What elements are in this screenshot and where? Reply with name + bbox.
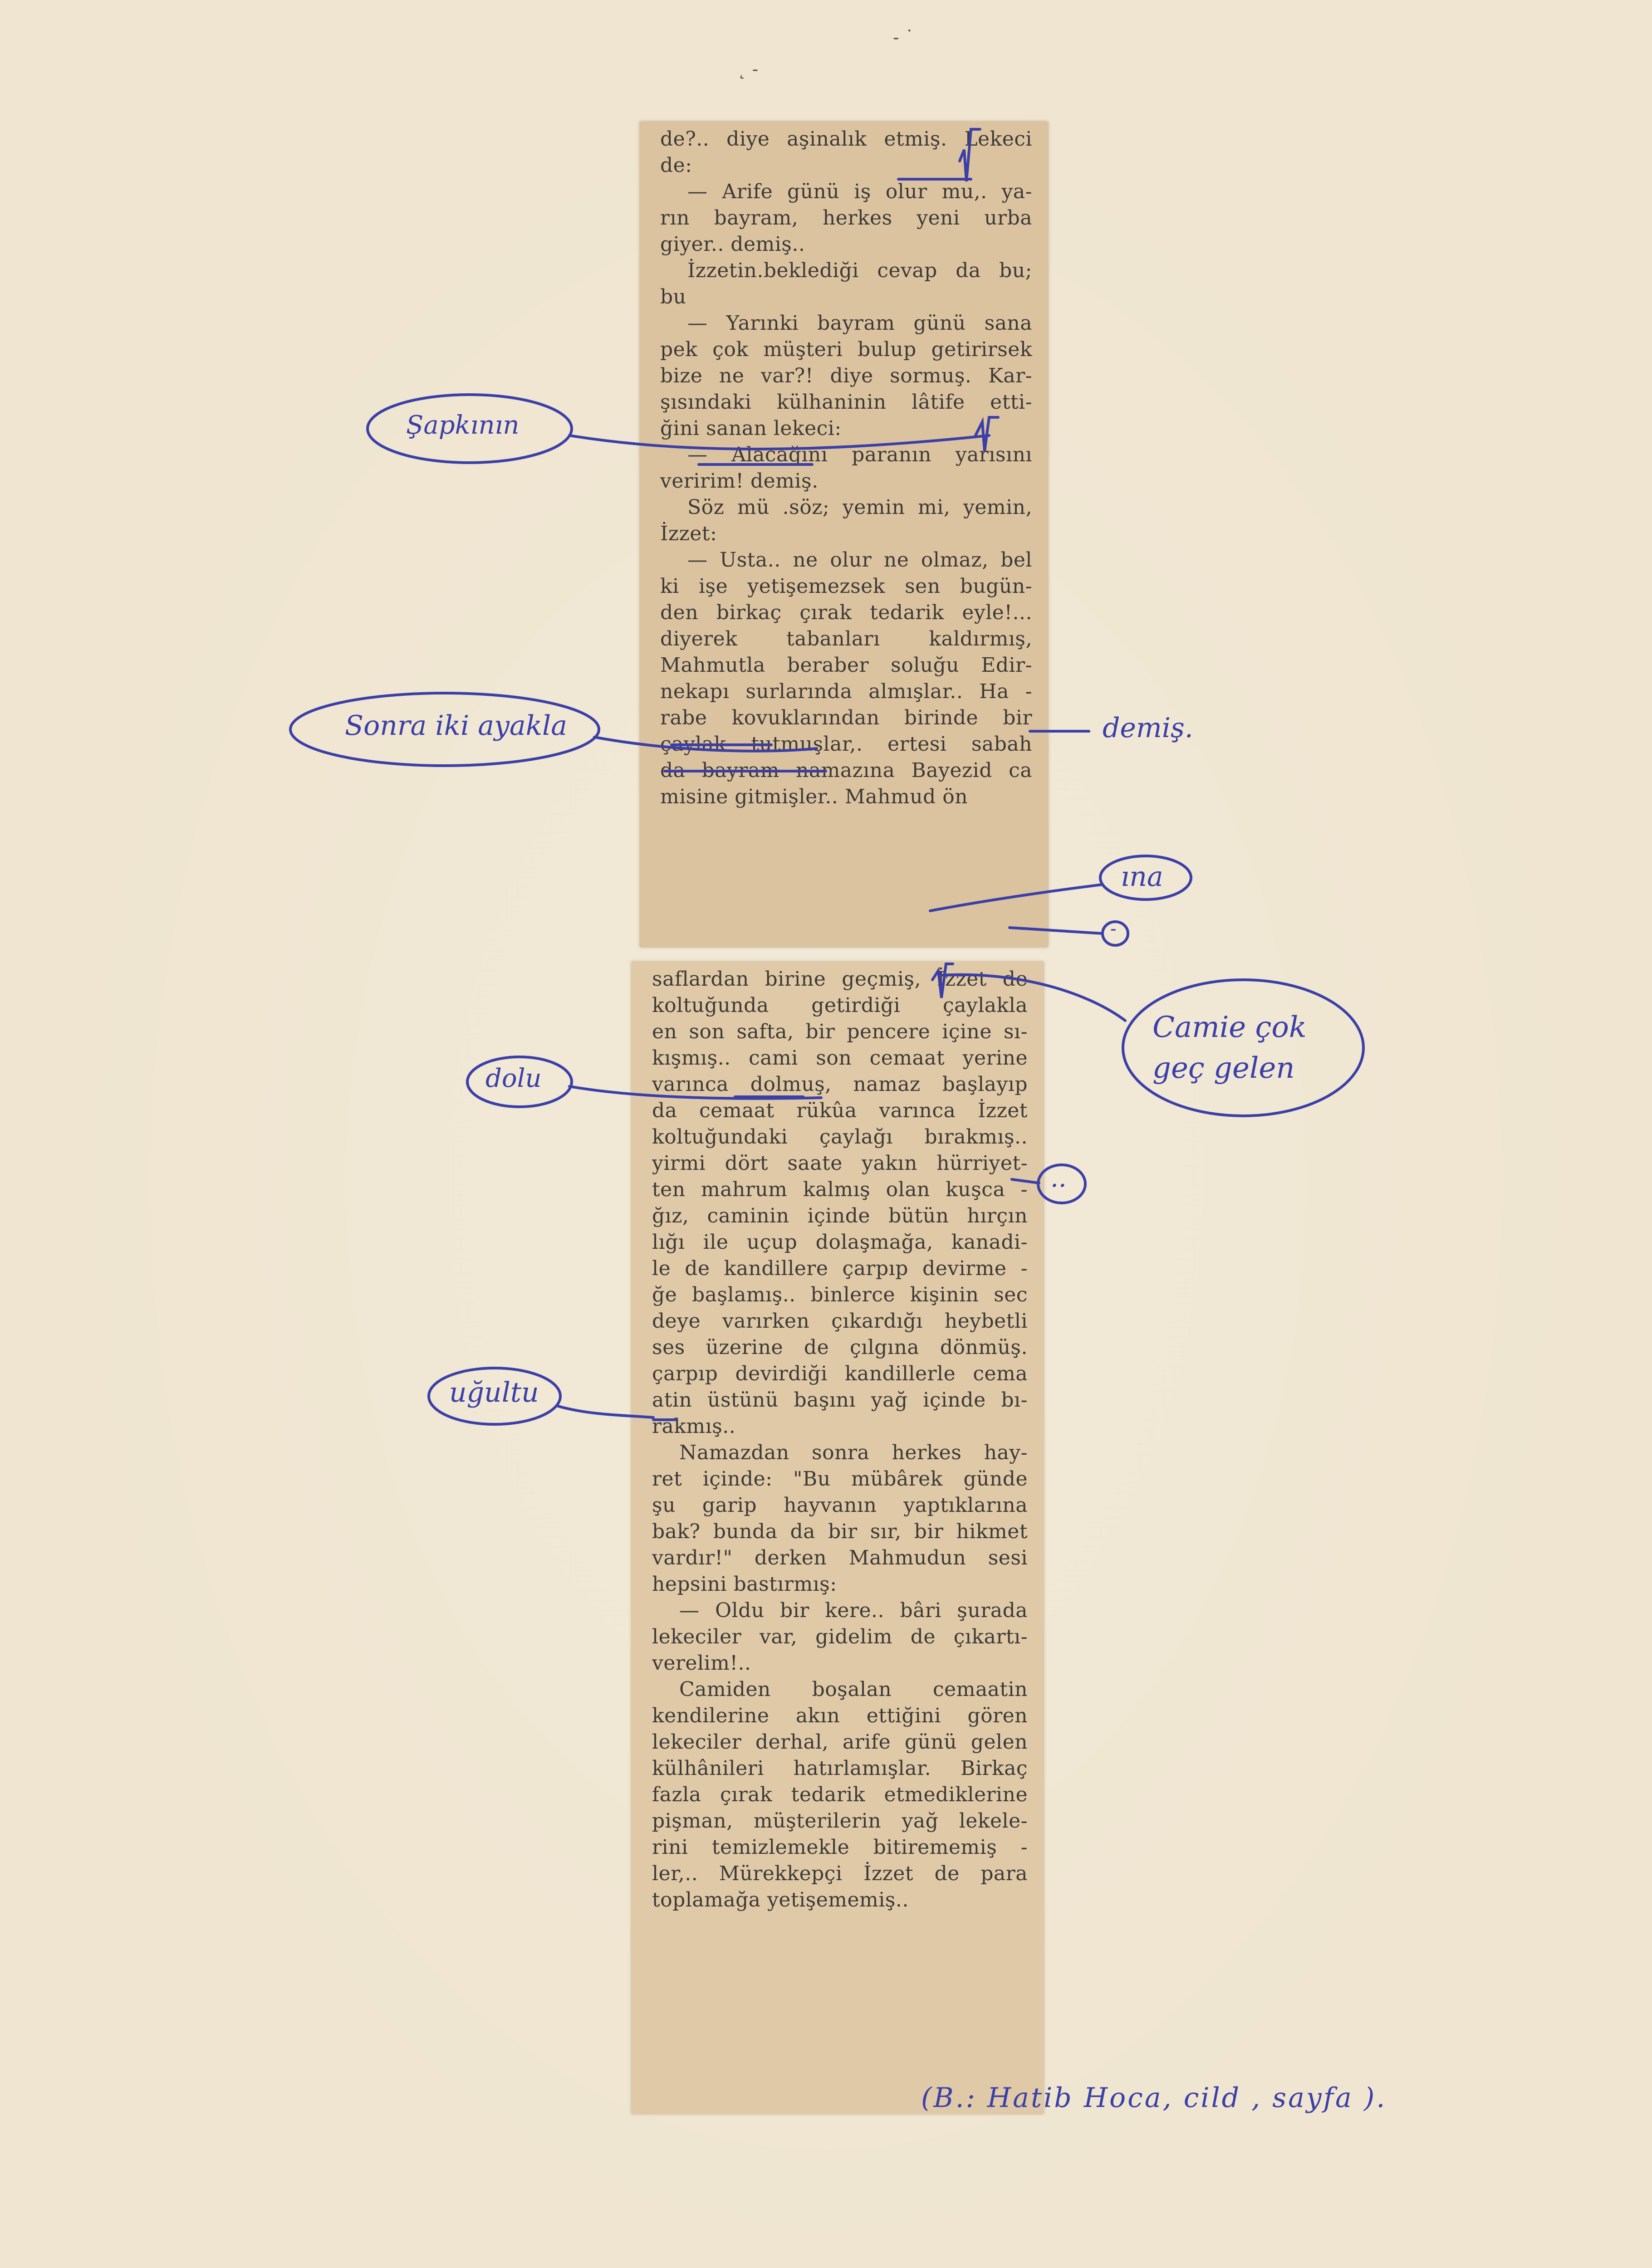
clipping-line: koltuğunda getirdiği çaylakla bbox=[652, 994, 1028, 1017]
clipping-line: ki işe yetişemezsek sen bugün- bbox=[660, 575, 1032, 598]
clipping-line: varınca dolmuş, namaz başlayıp bbox=[652, 1073, 1028, 1096]
clipping-line: da bayram namazına Bayezid ca bbox=[660, 759, 1032, 782]
annotation-dolu: dolu bbox=[485, 1064, 542, 1093]
clipping-line: ler,.. Mürekkepçi İzzet de para bbox=[652, 1862, 1028, 1885]
clipping-line: kışmış.. cami son cemaat yerine bbox=[652, 1046, 1028, 1070]
paper-speck: ˛ - bbox=[737, 59, 759, 80]
clipping-line: ses üzerine de çılgına dönmüş. bbox=[652, 1336, 1028, 1359]
clipping-line: le de kandillere çarpıp devirme - bbox=[652, 1257, 1028, 1280]
clipping-line: saflardan birine geçmiş, İzzet de bbox=[652, 968, 1028, 991]
clipping-line: rini temizlemekle bitirememiş - bbox=[652, 1836, 1028, 1859]
clipping-line: bize ne var?! diye sormuş. Kar- bbox=[660, 364, 1032, 387]
clipping-text-column bbox=[652, 966, 1028, 1913]
clipping-line: ğini sanan lekeci: bbox=[660, 417, 842, 440]
clipping-line: fazla çırak tedarik etmediklerine bbox=[652, 1783, 1028, 1806]
clipping-line: rakmış.. bbox=[652, 1415, 736, 1438]
clipping-text-column bbox=[660, 126, 1032, 810]
clipping-line: — Yarınki bayram günü sana bbox=[687, 312, 1032, 335]
clipping-line: pek çok müşteri bulup getirirsek bbox=[660, 338, 1032, 361]
clipping-line: nekapı surlarında almışlar.. Ha - bbox=[660, 680, 1032, 703]
clipping-line: en son safta, bir pencere içine sı- bbox=[652, 1020, 1028, 1043]
annotation-ugultu: uğultu bbox=[449, 1377, 539, 1408]
clipping-line: toplamağa yetişememiş.. bbox=[652, 1888, 909, 1911]
clipping-line: kendilerine akın ettiğini gören bbox=[652, 1704, 1028, 1727]
clipping-line: de: bbox=[660, 154, 692, 177]
clipping-line: rın bayram, herkes yeni urba bbox=[660, 206, 1032, 230]
clipping-line: vardır!" derken Mahmudun sesi bbox=[652, 1546, 1028, 1569]
clipping-line: pişman, müşterilerin yağ lekele- bbox=[652, 1809, 1028, 1833]
clipping-line: hepsini bastırmış: bbox=[652, 1573, 837, 1596]
clipping-line: rabe kovuklarından birinde bir bbox=[660, 706, 1032, 729]
clipping-line: Mahmutla beraber soluğu Edir- bbox=[660, 654, 1032, 677]
clipping-line: bu bbox=[660, 285, 686, 308]
clipping-line: şu garip hayvanın yaptıklarına bbox=[652, 1494, 1028, 1517]
annotation-ina: ına bbox=[1121, 861, 1163, 893]
annotation-small-circle: - bbox=[1110, 919, 1117, 939]
annotation-sapkinin: Şapkının bbox=[406, 411, 520, 440]
newspaper-clipping-top bbox=[640, 122, 1048, 947]
clipping-line: — Usta.. ne olur ne olmaz, bel bbox=[687, 548, 1032, 572]
clipping-line: de?.. diye aşinalık etmiş. Lekeci bbox=[660, 127, 1032, 151]
clipping-line: çarpıp devirdiği kandillerle cema bbox=[652, 1362, 1028, 1385]
clipping-line: da cemaat rükûa varınca İzzet bbox=[652, 1099, 1028, 1122]
clipping-line: — Alacağını paranın yarısını bbox=[687, 443, 1032, 466]
clipping-line: diyerek tabanları kaldırmış, bbox=[660, 627, 1032, 650]
clipping-line: ğız, caminin içinde bütün hırçın bbox=[652, 1204, 1028, 1227]
clipping-line: külhânileri hatırlamışlar. Birkaç bbox=[652, 1757, 1028, 1780]
annotation-dots: .. bbox=[1050, 1163, 1067, 1193]
clipping-line: verelim!.. bbox=[652, 1652, 751, 1675]
clipping-line: — Arife günü iş olur mu,. ya- bbox=[687, 180, 1032, 203]
clipping-line: atin üstünü başını yağ içinde bı- bbox=[652, 1388, 1028, 1412]
clipping-line: İzzetin.beklediği cevap da bu; bbox=[687, 259, 1032, 282]
clipping-line: ten mahrum kalmış olan kuşca - bbox=[652, 1178, 1028, 1201]
annotation-camie-cok-gec-gelen bbox=[1152, 1007, 1343, 1089]
annotation-citation: (B.: Hatib Hoca, cild , sayfa ). bbox=[921, 2082, 1387, 2114]
clipping-line: koltuğundaki çaylağı bırakmış.. bbox=[652, 1125, 1028, 1149]
newspaper-clipping-bottom bbox=[632, 962, 1044, 2114]
clipping-line: ğe başlamış.. binlerce kişinin sec bbox=[652, 1283, 1028, 1306]
annotation-camie-text: Camie çok geç gelen bbox=[1152, 1011, 1307, 1085]
clipping-line: Söz mü .söz; yemin mi, yemin, bbox=[687, 496, 1032, 519]
clipping-line: lekeciler derhal, arife günü gelen bbox=[652, 1730, 1028, 1754]
clipping-line: — Oldu bir kere.. bâri şurada bbox=[679, 1599, 1028, 1622]
paper-speck: - ˙ bbox=[893, 27, 914, 48]
clipping-line: veririm! demiş. bbox=[660, 469, 819, 493]
clipping-line: İzzet: bbox=[660, 522, 717, 545]
clipping-line: misine gitmişler.. Mahmud ön bbox=[660, 785, 968, 808]
clipping-line: Camiden boşalan cemaatin bbox=[679, 1678, 1028, 1701]
clipping-line: lığı ile uçup dolaşmağa, kanadi- bbox=[652, 1231, 1028, 1254]
annotation-sonra-iki-ayakla: Sonra iki ayakla bbox=[345, 710, 567, 742]
clipping-line: çaylak tutmuşlar,. ertesi sabah bbox=[660, 733, 1032, 756]
clipping-line: şısındaki külhaninin lâtife etti- bbox=[660, 391, 1032, 414]
clipping-line: giyer.. demiş.. bbox=[660, 233, 805, 256]
clipping-line: yirmi dört saate yakın hürriyet- bbox=[652, 1152, 1028, 1175]
clipping-line: lekeciler var, gidelim de çıkartı- bbox=[652, 1625, 1028, 1648]
clipping-line: deye varırken çıkardığı heybetli bbox=[652, 1310, 1028, 1333]
clipping-line: ret içinde: "Bu mübârek günde bbox=[652, 1467, 1028, 1491]
clipping-line: Namazdan sonra herkes hay- bbox=[679, 1441, 1028, 1464]
clipping-line: bak? bunda da bir sır, bir hikmet bbox=[652, 1520, 1028, 1543]
annotation-demis: demiş. bbox=[1103, 712, 1193, 744]
clipping-line: den birkaç çırak tedarik eyle!... bbox=[660, 601, 1032, 624]
